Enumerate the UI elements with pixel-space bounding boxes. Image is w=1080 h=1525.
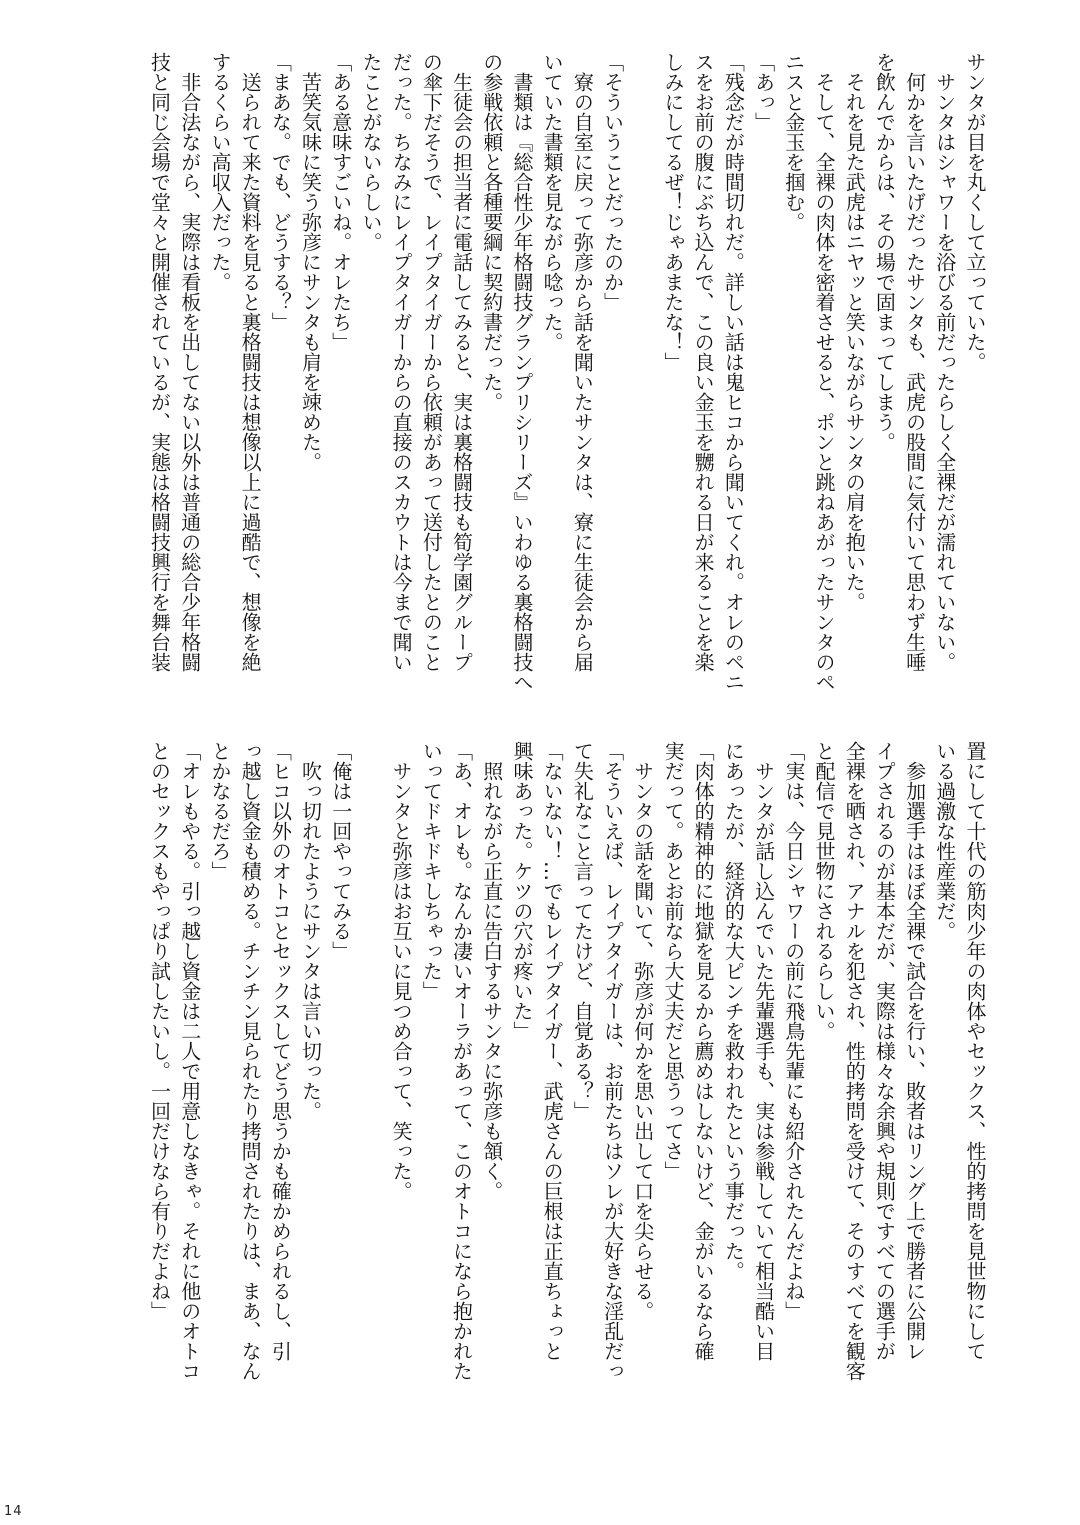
text-line: サンタが話し込んでいた先輩選手も、実は参戦していて相当酷い目: [751, 741, 776, 1361]
text-line: とかなるだろ」: [207, 741, 232, 881]
text-line: の傘下だそうで、レイプタイガーから依頼があって送付したとのこと: [419, 52, 444, 672]
text-line: 技と同じ会場で堂々と開催されているが、実態は格闘技興行を舞台装: [147, 52, 172, 672]
text-line: 「そういえば、レイプタイガーは、お前たちはソレが大好きな淫乱だっ: [600, 741, 625, 1381]
text-line: サンタの話を聞いて、弥彦が何かを思い出して口を尖らせる。: [630, 741, 655, 1321]
text-line: いってドキドキしちゃった」: [419, 741, 444, 1001]
text-line: の参戦依頼と各種要綱に契約書だった。: [479, 52, 504, 412]
text-line: しみにしてるぜ！じゃあまたな！」: [660, 52, 685, 372]
text-line: 「オレもやる。引っ越し資金は二人で用意しなきゃ。それに他のオトコ: [177, 741, 202, 1381]
text-line: サンタはシャワーを浴びる前だったらしく全裸だが濡れていない。: [932, 52, 957, 672]
text-line: 「残念だが時間切れだ。詳しい話は鬼ヒコから聞いてくれ。オレのペニ: [721, 52, 746, 692]
text-line: 「肉体的精神的に地獄を見るから薦めはしないけど、金がいるなら確: [691, 741, 716, 1361]
text-line: 興味あった。ケツの穴が疼いた」: [509, 741, 534, 1041]
text-line: イプされるのが基本だが、実際は様々な余興や規則ですべての選手が: [872, 741, 897, 1361]
text-line: 書類は『総合性少年格闘技グランプリシリーズ』いわゆる裏格闘技へ: [509, 52, 534, 692]
text-line: 何かを言いたげだったサンタも、武虎の股間に気付いて思わず生唾: [902, 52, 927, 672]
text-line: と配信で見世物にされるらしい。: [811, 741, 836, 1041]
text-line: 吹っ切れたようにサンタは言い切った。: [298, 741, 323, 1121]
blank-line: [628, 52, 658, 702]
text-line: 「あ、オレも。なんか凄いオーラがあって、このオトコになら抱かれた: [449, 741, 474, 1381]
text-line: 非合法ながら、実際は看板を出してない以外は普通の総合少年格闘: [177, 52, 202, 672]
text-line: 置にして十代の筋肉少年の肉体やセックス、性的拷問を見世物にして: [963, 741, 987, 1361]
text-line: 全裸を晒され、アナルを犯され、性的拷問を受けて、そのすべてを観客: [842, 741, 867, 1381]
text-line: いる過激な性産業だ。: [932, 741, 957, 941]
text-line: するくらい高収入だった。: [207, 52, 232, 292]
blank-line: [356, 741, 386, 1391]
text-line: 「まあな。でも、どうする？」: [268, 52, 293, 332]
text-line: いていた書類を見ながら唸った。: [540, 52, 565, 352]
text-line: 送られて来た資料を見ると裏格闘技は想像以上に過酷で、想像を絶: [238, 52, 263, 672]
text-line: だった。ちなみにレイプタイガーからの直接のスカウトは今まで聞い: [389, 52, 414, 672]
text-line: 「ある意味すごいね。オレたち」: [328, 52, 353, 352]
text-line: 照れながら正直に告白するサンタに弥彦も頷く。: [479, 741, 504, 1201]
text-line: たことがないらしい。: [358, 52, 383, 252]
text-line: 寮の自室に戻って弥彦から話を聞いたサンタは、寮に生徒会から届: [570, 52, 595, 672]
text-line: そして、全裸の肉体を密着させると、ポンと跳ねあがったサンタのペ: [811, 52, 836, 692]
text-line: 「ヒコ以外のオトコとセックスしてどう思うかも確かめられるし、引: [268, 741, 293, 1361]
text-line: 参加選手はほぼ全裸で試合を行い、敗者はリング上で勝者に公開レ: [902, 741, 927, 1361]
text-line: 生徒会の担当者に電話してみると、実は裏格闘技も筍学園グループ: [449, 52, 474, 672]
text-line: 「ないない！…でもレイプタイガー、武虎さんの巨根は正直ちょっと: [540, 741, 565, 1361]
text-line: て失礼なこと言ってたけど、自覚ある？」: [570, 741, 595, 1121]
text-line: 実だって。あとお前なら大丈夫だと思うってさ」: [660, 741, 685, 1181]
text-line: 「そういうことだったのか」: [600, 52, 625, 312]
text-line: 「実は、今日シャワーの前に飛鳥先輩にも紹介されたんだよね」: [781, 741, 806, 1321]
text-line: サンタが目を丸くして立っていた。: [963, 52, 987, 372]
text-block-top: [144, 52, 990, 702]
text-line: 苦笑気味に笑う弥彦にサンタも肩を竦めた。: [298, 52, 323, 472]
text-line: とのセックスもやっぱり試したいし。一回だけなら有りだよね」: [147, 741, 172, 1321]
text-line: スをお前の腹にぶち込んで、この良い金玉を嬲れる日が来ることを楽: [691, 52, 716, 672]
text-line: 「あっ」: [751, 52, 776, 132]
text-line: それを見た武虎はニヤッと笑いながらサンタの肩を抱いた。: [842, 52, 867, 612]
text-line: にあったが、経済的な大ピンチを救われたという事だった。: [721, 741, 746, 1281]
text-line: 「俺は一回やってみる」: [328, 741, 353, 961]
text-line: っ越し資金も積める。チンチン見られたり拷問されたりは、まあ、なん: [238, 741, 263, 1381]
text-line: を飲んでからは、その場で固まってしまう。: [872, 52, 897, 452]
text-line: ニスと金玉を掴む。: [781, 52, 806, 232]
page-number: 14: [4, 1504, 23, 1519]
text-line: サンタと弥彦はお互いに見つめ合って、笑った。: [389, 741, 414, 1201]
text-block-bottom: [144, 741, 990, 1391]
